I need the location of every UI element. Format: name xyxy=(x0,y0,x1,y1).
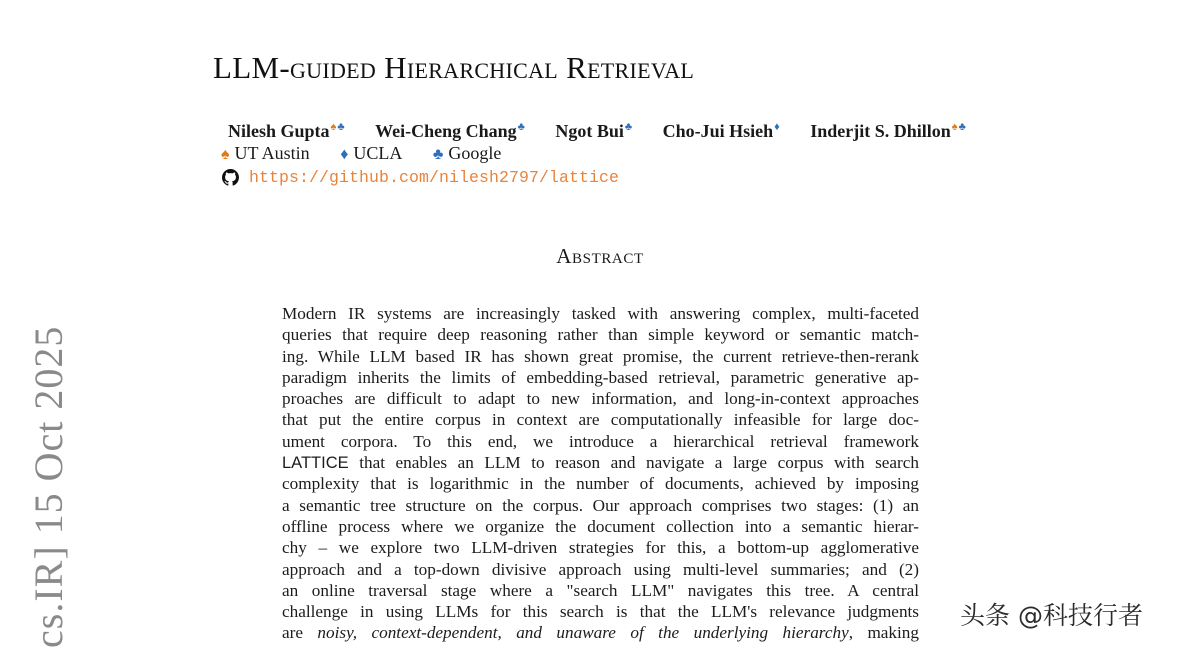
affiliation-name: Google xyxy=(448,143,502,163)
affiliation-mark-club: ♣ xyxy=(624,121,633,133)
abstract-body xyxy=(282,303,919,644)
author-ngot-bui xyxy=(555,121,632,142)
title-part-ierarchical: ierarchical xyxy=(406,50,567,85)
abstract-heading-rest: bstract xyxy=(572,244,644,268)
title-part-r: R xyxy=(566,50,588,85)
affiliation-list xyxy=(221,143,527,164)
author-list xyxy=(228,121,966,142)
abstract-line-text: that enables an LLM to reason and navigate a large corpus with search xyxy=(359,453,920,473)
abstract-line: approach and a top-down divisive approach using multi-level summaries; and (2) xyxy=(282,559,919,579)
abstract-line xyxy=(282,622,919,643)
affiliation-mark-diamond: ♦ xyxy=(774,121,780,133)
github-icon xyxy=(222,169,239,186)
abstract-line: chy – we explore two LLM-driven strategies for this, a bottom-up agglomerative xyxy=(282,538,919,558)
watermark: 头条 @科技行者 xyxy=(960,601,1143,630)
abstract-line: ument corpora. To this end, we introduce a hierarchical retrieval framework xyxy=(282,431,919,451)
abstract-line xyxy=(282,452,919,473)
author-nilesh-gupta xyxy=(228,121,345,142)
author-cho-jui-hsieh xyxy=(663,121,780,142)
affiliation-mark-club: ♣ xyxy=(517,121,525,133)
abstract-line-text: , making xyxy=(848,623,919,643)
author-name: Inderjit S. Dhillon xyxy=(810,121,951,141)
club-icon: ♣ xyxy=(432,146,444,163)
abstract-line: queries that require deep reasoning rather than simple keyword or semantic match- xyxy=(282,325,919,345)
abstract-line: that put the entire corpus in context are computationally infeasible for large doc- xyxy=(282,410,919,430)
title-part-h: H xyxy=(384,50,407,85)
paper-title xyxy=(213,50,694,86)
abstract-line: Modern IR systems are increasingly tasked with answering complex, multi-faceted xyxy=(282,304,919,323)
abstract-line: proaches are difficult to adapt to new information, and long-in-context approaches xyxy=(282,389,919,409)
affiliation-name: UCLA xyxy=(353,143,403,163)
affiliation-mark-spade: ♠ xyxy=(330,121,337,133)
spade-icon: ♠ xyxy=(221,146,230,163)
arxiv-side-stamp: cs.IR] 15 Oct 2025 xyxy=(26,325,71,648)
author-inderjit-dhillon xyxy=(810,121,966,142)
title-part-etrieval: etrieval xyxy=(587,50,695,85)
title-part-guided: -guided xyxy=(279,50,385,85)
method-name: LATTICE xyxy=(282,454,349,473)
abstract-line: offline process where we organize the document collection into a semantic hierar- xyxy=(282,516,919,536)
repo-link[interactable]: https://github.com/nilesh2797/lattice xyxy=(249,168,620,187)
abstract-line-text: are xyxy=(282,623,318,643)
author-name: Wei-Cheng Chang xyxy=(375,121,517,141)
diamond-icon: ♦ xyxy=(340,146,349,163)
author-name: Cho-Jui Hsieh xyxy=(662,121,774,141)
affiliation-mark-club: ♣ xyxy=(337,121,345,133)
abstract-line: an online traversal stage where a "search LLM" navigates this tree. A central xyxy=(282,580,919,600)
affiliation-name: UT Austin xyxy=(234,143,310,163)
abstract-heading xyxy=(0,244,1200,269)
affiliation-ucla xyxy=(340,143,402,164)
abstract-line: a semantic tree structure on the corpus. Our approach comprises two stages: (1) an xyxy=(282,495,919,515)
abstract-emphasis: noisy, context-dependent, and unaware of the underlying hierarchy xyxy=(317,623,849,643)
affiliation-google xyxy=(433,143,502,164)
abstract-line: challenge in using LLMs for this search is that the LLM's relevance judgments xyxy=(282,602,919,622)
repo-line xyxy=(222,168,619,187)
affiliation-mark-club: ♣ xyxy=(958,121,966,133)
author-name: Nilesh Gupta xyxy=(228,121,330,141)
abstract-heading-initial: A xyxy=(556,244,573,268)
author-wei-cheng-chang xyxy=(375,121,525,142)
abstract-line: complexity that is logarithmic in the number of documents, achieved by imposing xyxy=(282,474,919,494)
title-part-llm: LLM xyxy=(213,50,280,85)
author-name: Ngot Bui xyxy=(555,121,624,141)
abstract-line: paradigm inherits the limits of embedding-based retrieval, parametric generative ap- xyxy=(282,367,919,387)
affiliation-mark-spade: ♠ xyxy=(951,121,958,133)
affiliation-ut-austin xyxy=(221,143,310,164)
abstract-line: ing. While LLM based IR has shown great promise, the current retrieve-then-rerank xyxy=(282,346,919,366)
